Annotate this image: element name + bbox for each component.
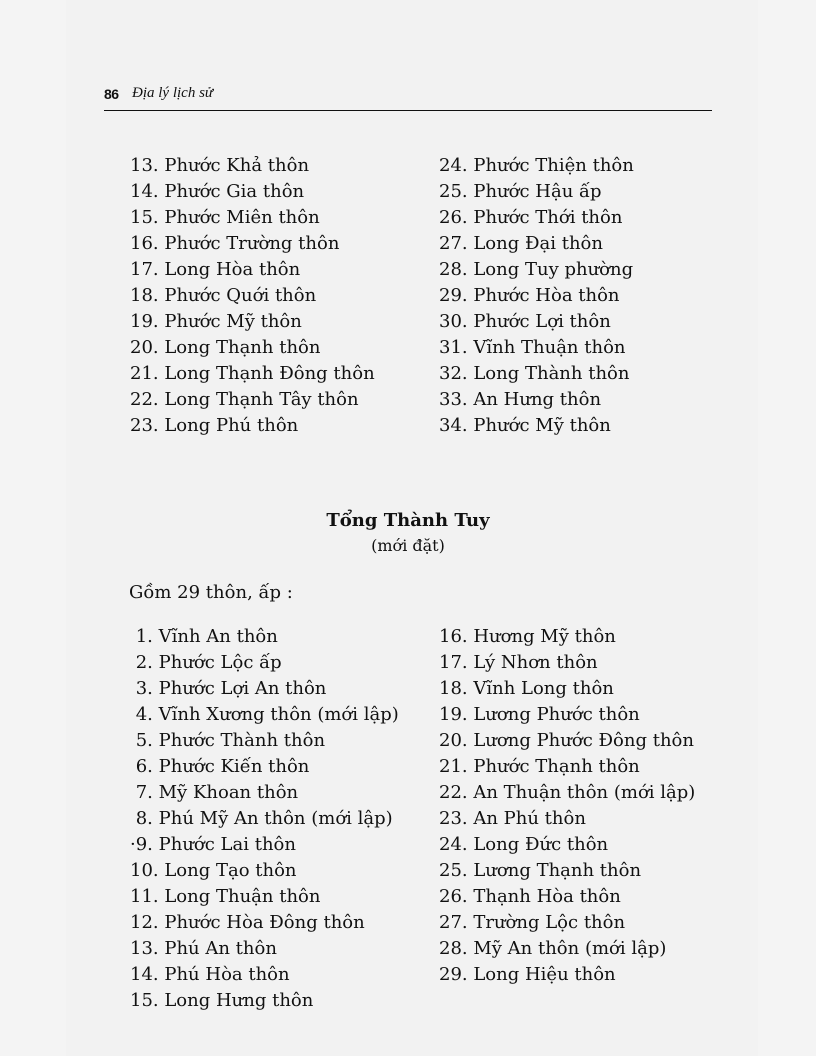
list-item: 5. Phước Thành thôn bbox=[130, 730, 326, 751]
section-title: Tổng Thành Tuy bbox=[326, 510, 490, 531]
section-subtitle: (mới đặt) bbox=[371, 536, 445, 555]
list-item: 26. Thạnh Hòa thôn bbox=[439, 886, 621, 907]
list-item: 34. Phước Mỹ thôn bbox=[439, 415, 611, 436]
list-item: 28. Long Tuy phường bbox=[439, 259, 634, 280]
list-item: 25. Phước Hậu ấp bbox=[439, 181, 602, 202]
list-item: 10. Long Tạo thôn bbox=[130, 860, 297, 881]
list1-right-column bbox=[439, 153, 634, 439]
list-item: 27. Long Đại thôn bbox=[439, 233, 603, 254]
list-item: 21. Phước Thạnh thôn bbox=[439, 756, 640, 777]
list2-right-column bbox=[439, 624, 695, 988]
list-item: 33. An Hưng thôn bbox=[439, 389, 602, 410]
list-item: 2. Phước Lộc ấp bbox=[130, 652, 282, 673]
list-item: 19. Phước Mỹ thôn bbox=[130, 311, 302, 332]
list-item: 3. Phước Lợi An thôn bbox=[130, 678, 327, 699]
list-item: 20. Long Thạnh thôn bbox=[130, 337, 321, 358]
list-item: 8. Phú Mỹ An thôn (mới lập) bbox=[130, 808, 393, 829]
list-item: 26. Phước Thới thôn bbox=[439, 207, 623, 228]
list-item: 14. Phước Gia thôn bbox=[130, 181, 305, 202]
list-item: 25. Lương Thạnh thôn bbox=[439, 860, 642, 881]
running-title: Địa lý lịch sử bbox=[132, 85, 214, 101]
list-item: 29. Long Hiệu thôn bbox=[439, 964, 616, 985]
list-item: 16. Hương Mỹ thôn bbox=[439, 626, 616, 647]
list-item: 12. Phước Hòa Đông thôn bbox=[130, 912, 365, 933]
list-item: 13. Phước Khả thôn bbox=[130, 155, 310, 176]
list-item: 23. Long Phú thôn bbox=[130, 415, 299, 436]
list-item: 15. Long Hưng thôn bbox=[130, 990, 314, 1011]
list-item: 22. Long Thạnh Tây thôn bbox=[130, 389, 359, 410]
list-item: 24. Long Đức thôn bbox=[439, 834, 609, 855]
list2-left-column bbox=[130, 624, 399, 1014]
list-item: 19. Lương Phước thôn bbox=[439, 704, 640, 725]
list-item: 17. Long Hòa thôn bbox=[130, 259, 301, 280]
page-number: 86 bbox=[104, 86, 119, 102]
list-item: 24. Phước Thiện thôn bbox=[439, 155, 634, 176]
list-item: 31. Vĩnh Thuận thôn bbox=[439, 337, 626, 358]
list-item: 32. Long Thành thôn bbox=[439, 363, 630, 384]
list-item: 7. Mỹ Khoan thôn bbox=[130, 782, 299, 803]
list-item: 18. Vĩnh Long thôn bbox=[439, 678, 614, 699]
list-item: 29. Phước Hòa thôn bbox=[439, 285, 620, 306]
list-item: 18. Phước Quới thôn bbox=[130, 285, 317, 306]
list-item: 27. Trường Lộc thôn bbox=[439, 912, 626, 933]
list1-left-column bbox=[130, 153, 375, 439]
list-item: 4. Vĩnh Xương thôn (mới lập) bbox=[130, 704, 399, 725]
list-item: 16. Phước Trường thôn bbox=[130, 233, 340, 254]
list-item: 13. Phú An thôn bbox=[130, 938, 277, 959]
list-item: 30. Phước Lợi thôn bbox=[439, 311, 611, 332]
list-item: ·9. Phước Lai thôn bbox=[130, 834, 296, 855]
list-item: 21. Long Thạnh Đông thôn bbox=[130, 363, 375, 384]
list-item: 14. Phú Hòa thôn bbox=[130, 964, 290, 985]
list-item: 1. Vĩnh An thôn bbox=[130, 626, 278, 647]
list-item: 17. Lý Nhơn thôn bbox=[439, 652, 598, 673]
section-intro: Gồm 29 thôn, ấp : bbox=[129, 582, 293, 603]
list-item: 20. Lương Phước Đông thôn bbox=[439, 730, 694, 751]
running-header bbox=[104, 84, 712, 111]
list-item: 15. Phước Miên thôn bbox=[130, 207, 320, 228]
list-item: 23. An Phú thôn bbox=[439, 808, 586, 829]
list-item: 28. Mỹ An thôn (mới lập) bbox=[439, 938, 667, 959]
list-item: 22. An Thuận thôn (mới lập) bbox=[439, 782, 696, 803]
list-item: 6. Phước Kiến thôn bbox=[130, 756, 310, 777]
list-item: 11. Long Thuận thôn bbox=[130, 886, 321, 907]
